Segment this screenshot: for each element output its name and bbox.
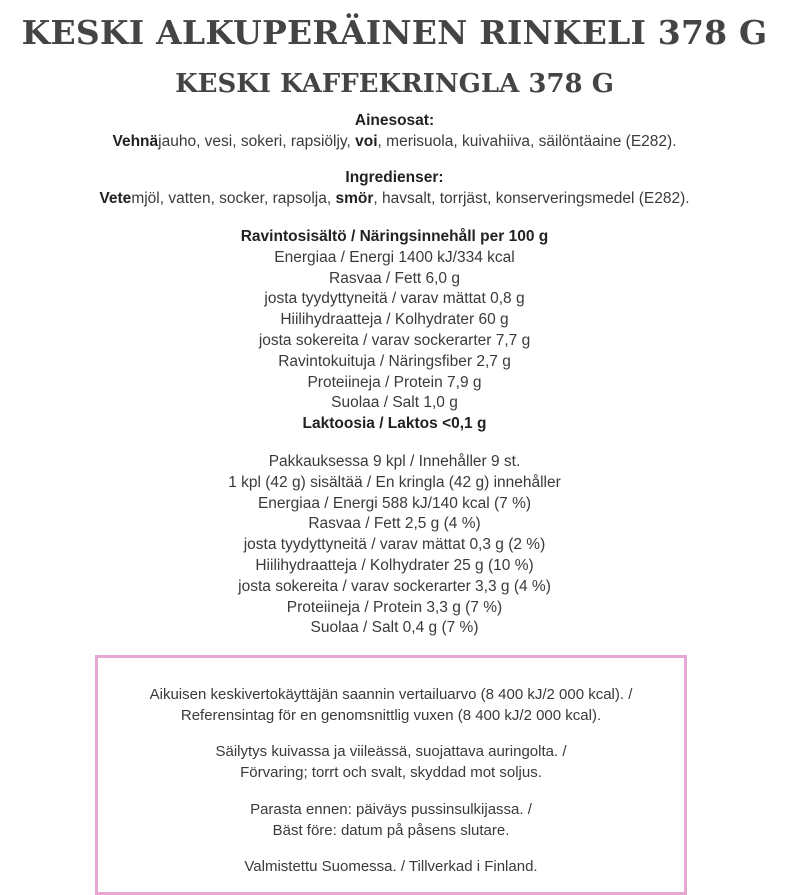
info-box	[95, 655, 687, 895]
per-piece-row: josta tyydyttyneitä / varav mättat 0,3 g (2 %)	[243, 536, 546, 554]
product-title-fi: KESKI ALKUPERÄINEN RINKELI 378 G	[21, 13, 768, 52]
allergen-wheat: Vehnä	[112, 132, 159, 150]
per-piece-row: Hiilihydraatteja / Kolhydrater 25 g (10 %)	[255, 556, 534, 574]
nutrition-heading: Ravintosisältö / Näringsinnehåll per 100 g	[240, 228, 549, 245]
per-piece-row: Suolaa / Salt 0,4 g (7 %)	[310, 619, 479, 637]
nutrition-row: Ravintokuituja / Näringsfiber 2,7 g	[278, 352, 511, 370]
per-piece-row: Proteiineja / Protein 3,3 g (7 %)	[286, 598, 503, 616]
reference-intake-sv: Referensintag för en genomsnittlig vuxen (8 400 kJ/2 000 kcal).	[180, 707, 602, 724]
ingredients-sv	[0, 168, 789, 210]
origin-text: Valmistettu Suomessa. / Tillverkad i Finland.	[244, 858, 538, 875]
per-piece-row: Energiaa / Energi 588 kJ/140 kcal (7 %)	[257, 494, 532, 512]
per-piece-row: Rasvaa / Fett 2,5 g (4 %)	[308, 515, 481, 533]
per-piece-table	[0, 452, 789, 639]
reference-intake-fi: Aikuisen keskivertokäyttäjän saannin vertailuarvo (8 400 kJ/2 000 kcal). /	[149, 686, 633, 703]
best-before-fi: Parasta ennen: päiväys pussinsulkijassa. /	[250, 801, 532, 818]
ingredients-sv-heading: Ingredienser:	[345, 169, 444, 186]
nutrition-row: Hiilihydraatteja / Kolhydrater 60 g	[280, 311, 509, 329]
nutrition-row: josta tyydyttyneitä / varav mättat 0,8 g	[264, 290, 525, 308]
allergen-butter-sv: smör	[335, 189, 374, 207]
storage-note	[98, 741, 684, 783]
reference-intake-note	[98, 684, 684, 726]
nutrition-table	[0, 227, 789, 435]
nutrition-row: Rasvaa / Fett 6,0 g	[329, 269, 460, 287]
ingredients-fi	[0, 111, 789, 153]
ingredients-sv-part2: , havsalt, torrjäst, konserveringsmedel (E282).	[373, 189, 690, 207]
per-piece-row: Pakkauksessa 9 kpl / Innehåller 9 st.	[268, 453, 521, 470]
per-piece-row: josta sokereita / varav sockerarter 3,3 g (4 %)	[238, 577, 551, 595]
per-piece-row: 1 kpl (42 g) sisältää / En kringla (42 g) innehåller	[228, 473, 561, 491]
best-before-sv: Bäst före: datum på påsens slutare.	[272, 822, 510, 839]
storage-fi: Säilytys kuivassa ja viileässä, suojattava auringolta. /	[215, 743, 567, 760]
ingredients-sv-text	[0, 189, 789, 210]
product-title-sv: KESKI KAFFEKRINGLA 378 G	[175, 69, 614, 99]
ingredients-fi-part2: , merisuola, kuivahiiva, säilöntäaine (E282).	[377, 132, 677, 150]
origin-note	[98, 856, 684, 877]
best-before-note	[98, 799, 684, 841]
ingredients-fi-heading: Ainesosat:	[354, 112, 435, 129]
nutrition-row: josta sokereita / varav sockerarter 7,7 g	[258, 331, 531, 349]
storage-sv: Förvaring; torrt och svalt, skyddad mot soljus.	[240, 764, 542, 781]
ingredients-fi-text	[0, 132, 789, 153]
lactose-row: Laktoosia / Laktos <0,1 g	[302, 415, 487, 433]
ingredients-fi-part1: jauho, vesi, sokeri, rapsiöljy,	[158, 132, 356, 150]
allergen-butter: voi	[355, 132, 378, 150]
nutrition-row: Suolaa / Salt 1,0 g	[331, 394, 458, 412]
nutrition-row: Proteiineja / Protein 7,9 g	[307, 373, 482, 391]
ingredients-sv-part1: mjöl, vatten, socker, rapsolja,	[131, 189, 336, 207]
allergen-wheat-sv: Vete	[99, 189, 132, 207]
nutrition-row: Energiaa / Energi 1400 kJ/334 kcal	[274, 248, 515, 266]
